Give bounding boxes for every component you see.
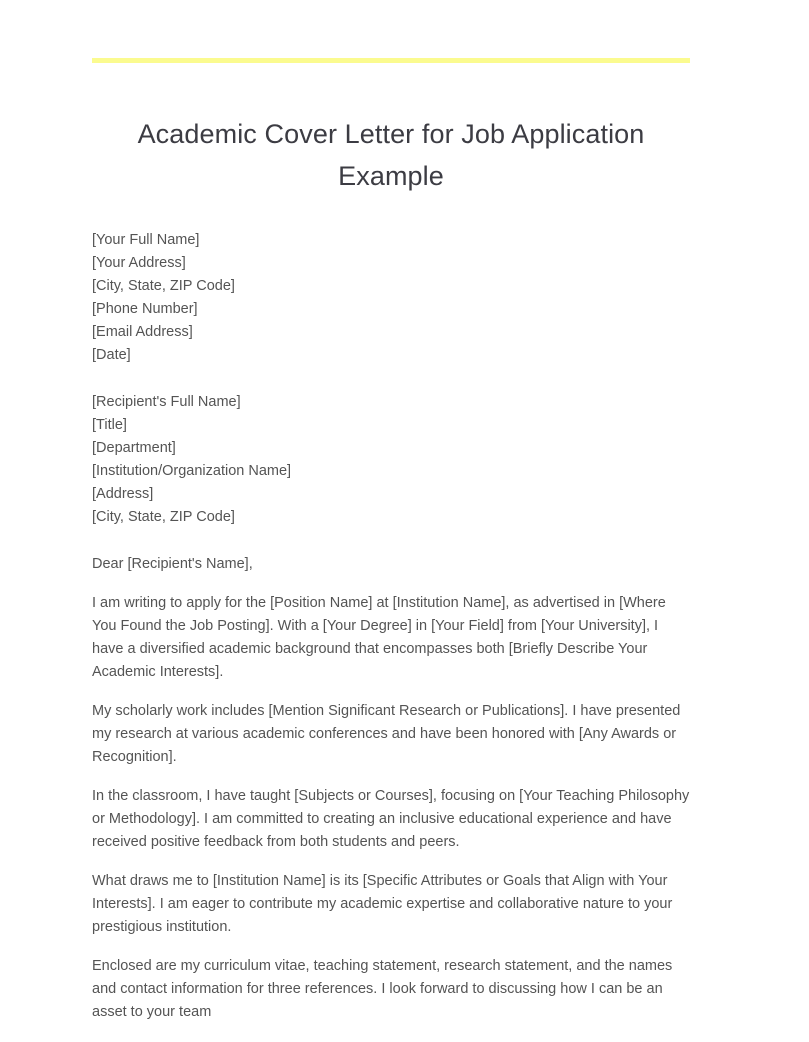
recipient-address-line: [Recipient's Full Name] — [92, 394, 241, 410]
accent-divider-rule — [92, 58, 690, 63]
letter-paragraph: In the classroom, I have taught [Subjects or Courses], focusing on [Your Teaching Philosophy or Methodology]. I am committed to creating an inclusive educational experience and have received positive feedback from both students and peers. — [92, 788, 690, 850]
sender-address-line: [Your Address] — [92, 255, 186, 271]
sender-address-block — [92, 229, 690, 367]
document-content — [92, 0, 690, 1024]
recipient-address-line: [Address] — [92, 486, 154, 502]
recipient-address-line: [Title] — [92, 417, 127, 433]
sender-address-line: [Date] — [92, 347, 131, 363]
letter-paragraph: What draws me to [Institution Name] is its [Specific Attributes or Goals that Align with Your Interests]. I am eager to contribute my academic expertise and collaborative nature to your prestigious institution. — [92, 873, 673, 935]
letter-salutation: Dear [Recipient's Name], — [92, 556, 253, 572]
letter-paragraph: Enclosed are my curriculum vitae, teaching statement, research statement, and the names and contact information for three references. I look forward to discussing how I can be an asset to your team — [92, 958, 673, 1020]
recipient-address-line: [Institution/Organization Name] — [92, 463, 292, 479]
letter-paragraph: I am writing to apply for the [Position Name] at [Institution Name], as advertised in [Where You Found the Job Posting]. With a [Your Degree] in [Your Field] from [Your University], I have a diversified academic background that encompasses both [Briefly Describe Your Academic Interests]. — [92, 595, 666, 680]
recipient-address-line: [Department] — [92, 440, 176, 456]
letter-paragraph: My scholarly work includes [Mention Significant Research or Publications]. I have presented my research at various academic conferences and have been honored with [Any Awards or Recognition]. — [92, 703, 681, 765]
recipient-address-line: [City, State, ZIP Code] — [92, 509, 235, 525]
sender-address-line: [Phone Number] — [92, 301, 198, 317]
sender-address-line: [Email Address] — [92, 324, 193, 340]
recipient-address-block — [92, 391, 690, 529]
sender-address-line: [Your Full Name] — [92, 232, 200, 248]
sender-address-line: [City, State, ZIP Code] — [92, 278, 235, 294]
page-title: Academic Cover Letter for Job Application Example — [137, 119, 645, 191]
